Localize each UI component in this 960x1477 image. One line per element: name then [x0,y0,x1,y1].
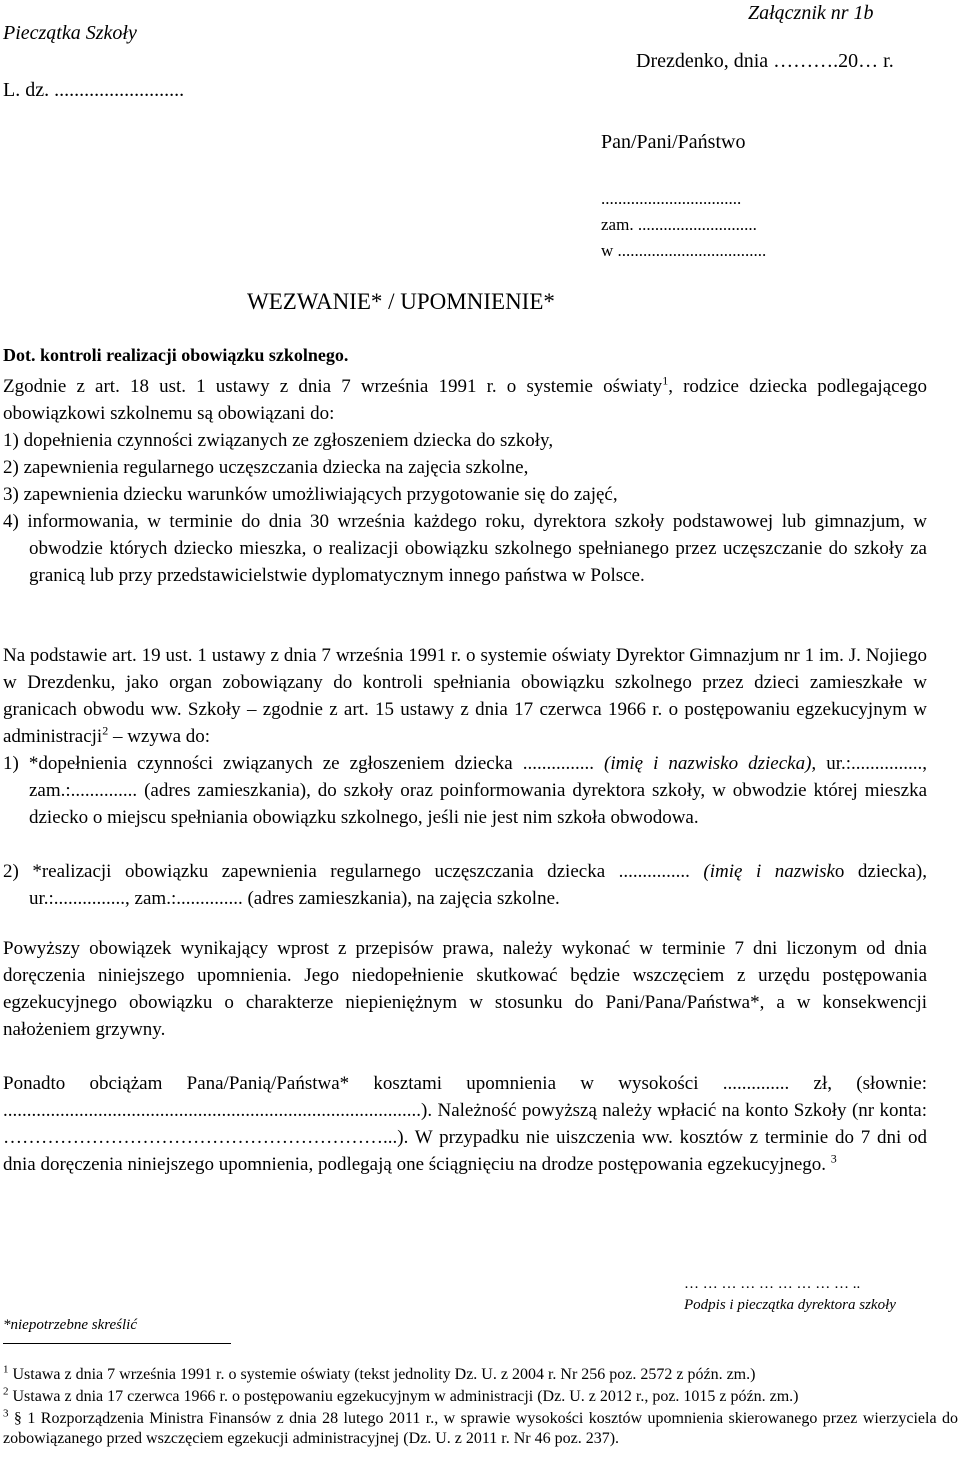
document-title: WEZWANIE* / UPOMNIENIE* [247,289,555,314]
legal-basis-paragraph [3,373,927,427]
footnote-3 [3,1409,958,1449]
strike-note: *niepotrzebne skreślić [3,1317,137,1333]
summons-item-2-cont: o dziecka), ur.:..............., zam.:.............. (adres zamieszkania), na zajęcia szkolne. [29,861,927,909]
summons-paragraph [3,642,927,750]
summons-text-cont: – wzywa do: [108,726,211,747]
addressee-salutation: Pan/Pani/Państwo [601,131,746,153]
duty-item-3: 3) zapewnienia dziecku warunków umożliwiających przygotowanie się do zajęć, [3,484,618,505]
footnote-1-number: 1 [3,1363,9,1376]
footnote-1-text: Ustawa z dnia 7 września 1991 r. o systemie oświaty (tekst jednolity Dz. U. z 2004 r. Nr 256 poz. 2572 z późn. zm.) [8,1366,756,1383]
legal-basis-text-cont: , rodzice dziecka podlegającego obowiązkowi szkolnemu są obowiązani do: [3,376,927,424]
summons-text: Na podstawie art. 19 ust. 1 ustawy z dnia 7 września 1991 r. o systemie oświaty Dyrektor Gimnazjum nr 1 im. J. Nojiego w Drezdenku, jako organ zobowiązany do kontroli spełniania obowiązku szkolnego przez dzieci zamieszkałe w granicach obwodu ww. Szkoły – zgodnie z art. 15 ustawy z dnia 17 czerwca 1966 r. o postępowaniu egzekucyjnym w administracji [3,645,927,747]
addressee-city-line: w ................................... [601,241,767,260]
costs-text: Ponadto obciążam Pana/Panią/Państwa* kosztami upomnienia w wysokości .............. zł, (słownie: ........................................................................................). Należność powyższą należy wpłacić na konto Szkoły (nr konta: ……………………………………………………...). W przypadku nie uiszczenia ww. kosztów z terminie do 7 dni od dnia doręczenia niniejszego upomnienia, podlegają one ściągnięciu na drodze postępowania egzekucyjnego. [3,1073,927,1175]
footnote-2 [3,1387,958,1407]
obligation-paragraph: Powyższy obowiązek wynikający wprost z przepisów prawa, należy wykonać w terminie 7 dni liczonym od dnia doręczenia niniejszego upomnienia. Jego niedopełnienie skutkować będzie wszczęciem z urzędu postępowania egzekucyjnego obowiązku o charakterze niepieniężnym w stosunku do Pani/Pana/Państwa*, a w konsekwencji nałożeniem grzywny. [3,938,927,1040]
summons-item-1-text: 1) *dopełnienia czynności związanych ze zgłoszeniem dziecka ............... [3,753,594,774]
footnote-ref-2: 2 [102,723,109,738]
attachment-label: Załącznik nr 1b [748,2,874,24]
footnote-1 [3,1365,958,1385]
place-date: Drezdenko, dnia ……….20… r. [636,50,894,72]
child-name-hint: (imię i nazwisko dziecka), [604,753,817,774]
summons-item-2-text: 2) *realizacji obowiązku zapewnienia regularnego uczęszczania dziecka ............... [3,861,690,882]
footnote-3-text: § 1 Rozporządzenia Ministra Finansów z dnia 28 lutego 2011 r., w sprawie wysokości kosztów upomnienia skierowanego przez wierzyciela do zobowiązanego przed wszczęciem egzekucji administracyjnej (Dz. U. z 2011 r. Nr 46 poz. 237). [3,1410,958,1447]
duty-item-2: 2) zapewnienia regularnego uczęszczania dziecka na zajęcia szkolne, [3,457,529,478]
footnote-divider [3,1343,231,1344]
subject-line: Dot. kontroli realizacji obowiązku szkolnego. [3,345,349,365]
addressee-name-line: ................................. [601,189,742,208]
school-stamp-label: Pieczątka Szkoły [3,22,137,44]
reference-number: L. dz. .......................... [3,79,185,101]
signature-label: Podpis i pieczątka dyrektora szkoły [684,1297,896,1313]
duty-item-1: 1) dopełnienia czynności związanych ze zgłoszeniem dziecka do szkoły, [3,430,554,451]
addressee-address-line: zam. ............................ [601,215,757,234]
costs-paragraph [3,1070,927,1178]
signature-line: … … … … … … … … … .. [684,1276,861,1292]
child-name-hint-2: (imię i nazwisk [703,861,835,882]
summons-item-1-cont: ur.:..............., zam.:.............. (adres zamieszkania), do szkoły oraz poinformowania dyrektora szkoły, w obwodzie której mieszka dziecko o miejscu spełniania obowiązku szkolnego, jeśli nie jest nim szkoła obwodowa. [29,753,928,828]
footnote-2-text: Ustawa z dnia 17 czerwca 1966 r. o postępowaniu egzekucyjnym w administracji (Dz. U. z 2012 r., poz. 1015 z późn. zm.) [8,1388,799,1405]
summons-item-2 [3,858,927,912]
duty-item-4: 4) informowania, w terminie do dnia 30 września każdego roku, dyrektora szkoły podstawowej lub gimnazjum, w obwodzie których dziecko mieszka, o realizacji obowiązku szkolnego spełnianego przez uczęszczanie do szkoły za granicą lub przy przedstawicielstwie dyplomatycznym innego państwa w Polsce. [3,511,927,586]
footnote-ref-1: 1 [662,373,669,388]
summons-item-1 [3,750,927,831]
footnote-2-number: 2 [3,1385,9,1398]
footnote-ref-3: 3 [830,1151,837,1166]
footnote-3-number: 3 [3,1407,9,1420]
legal-basis-text: Zgodnie z art. 18 ust. 1 ustawy z dnia 7 września 1991 r. o systemie oświaty [3,376,663,397]
